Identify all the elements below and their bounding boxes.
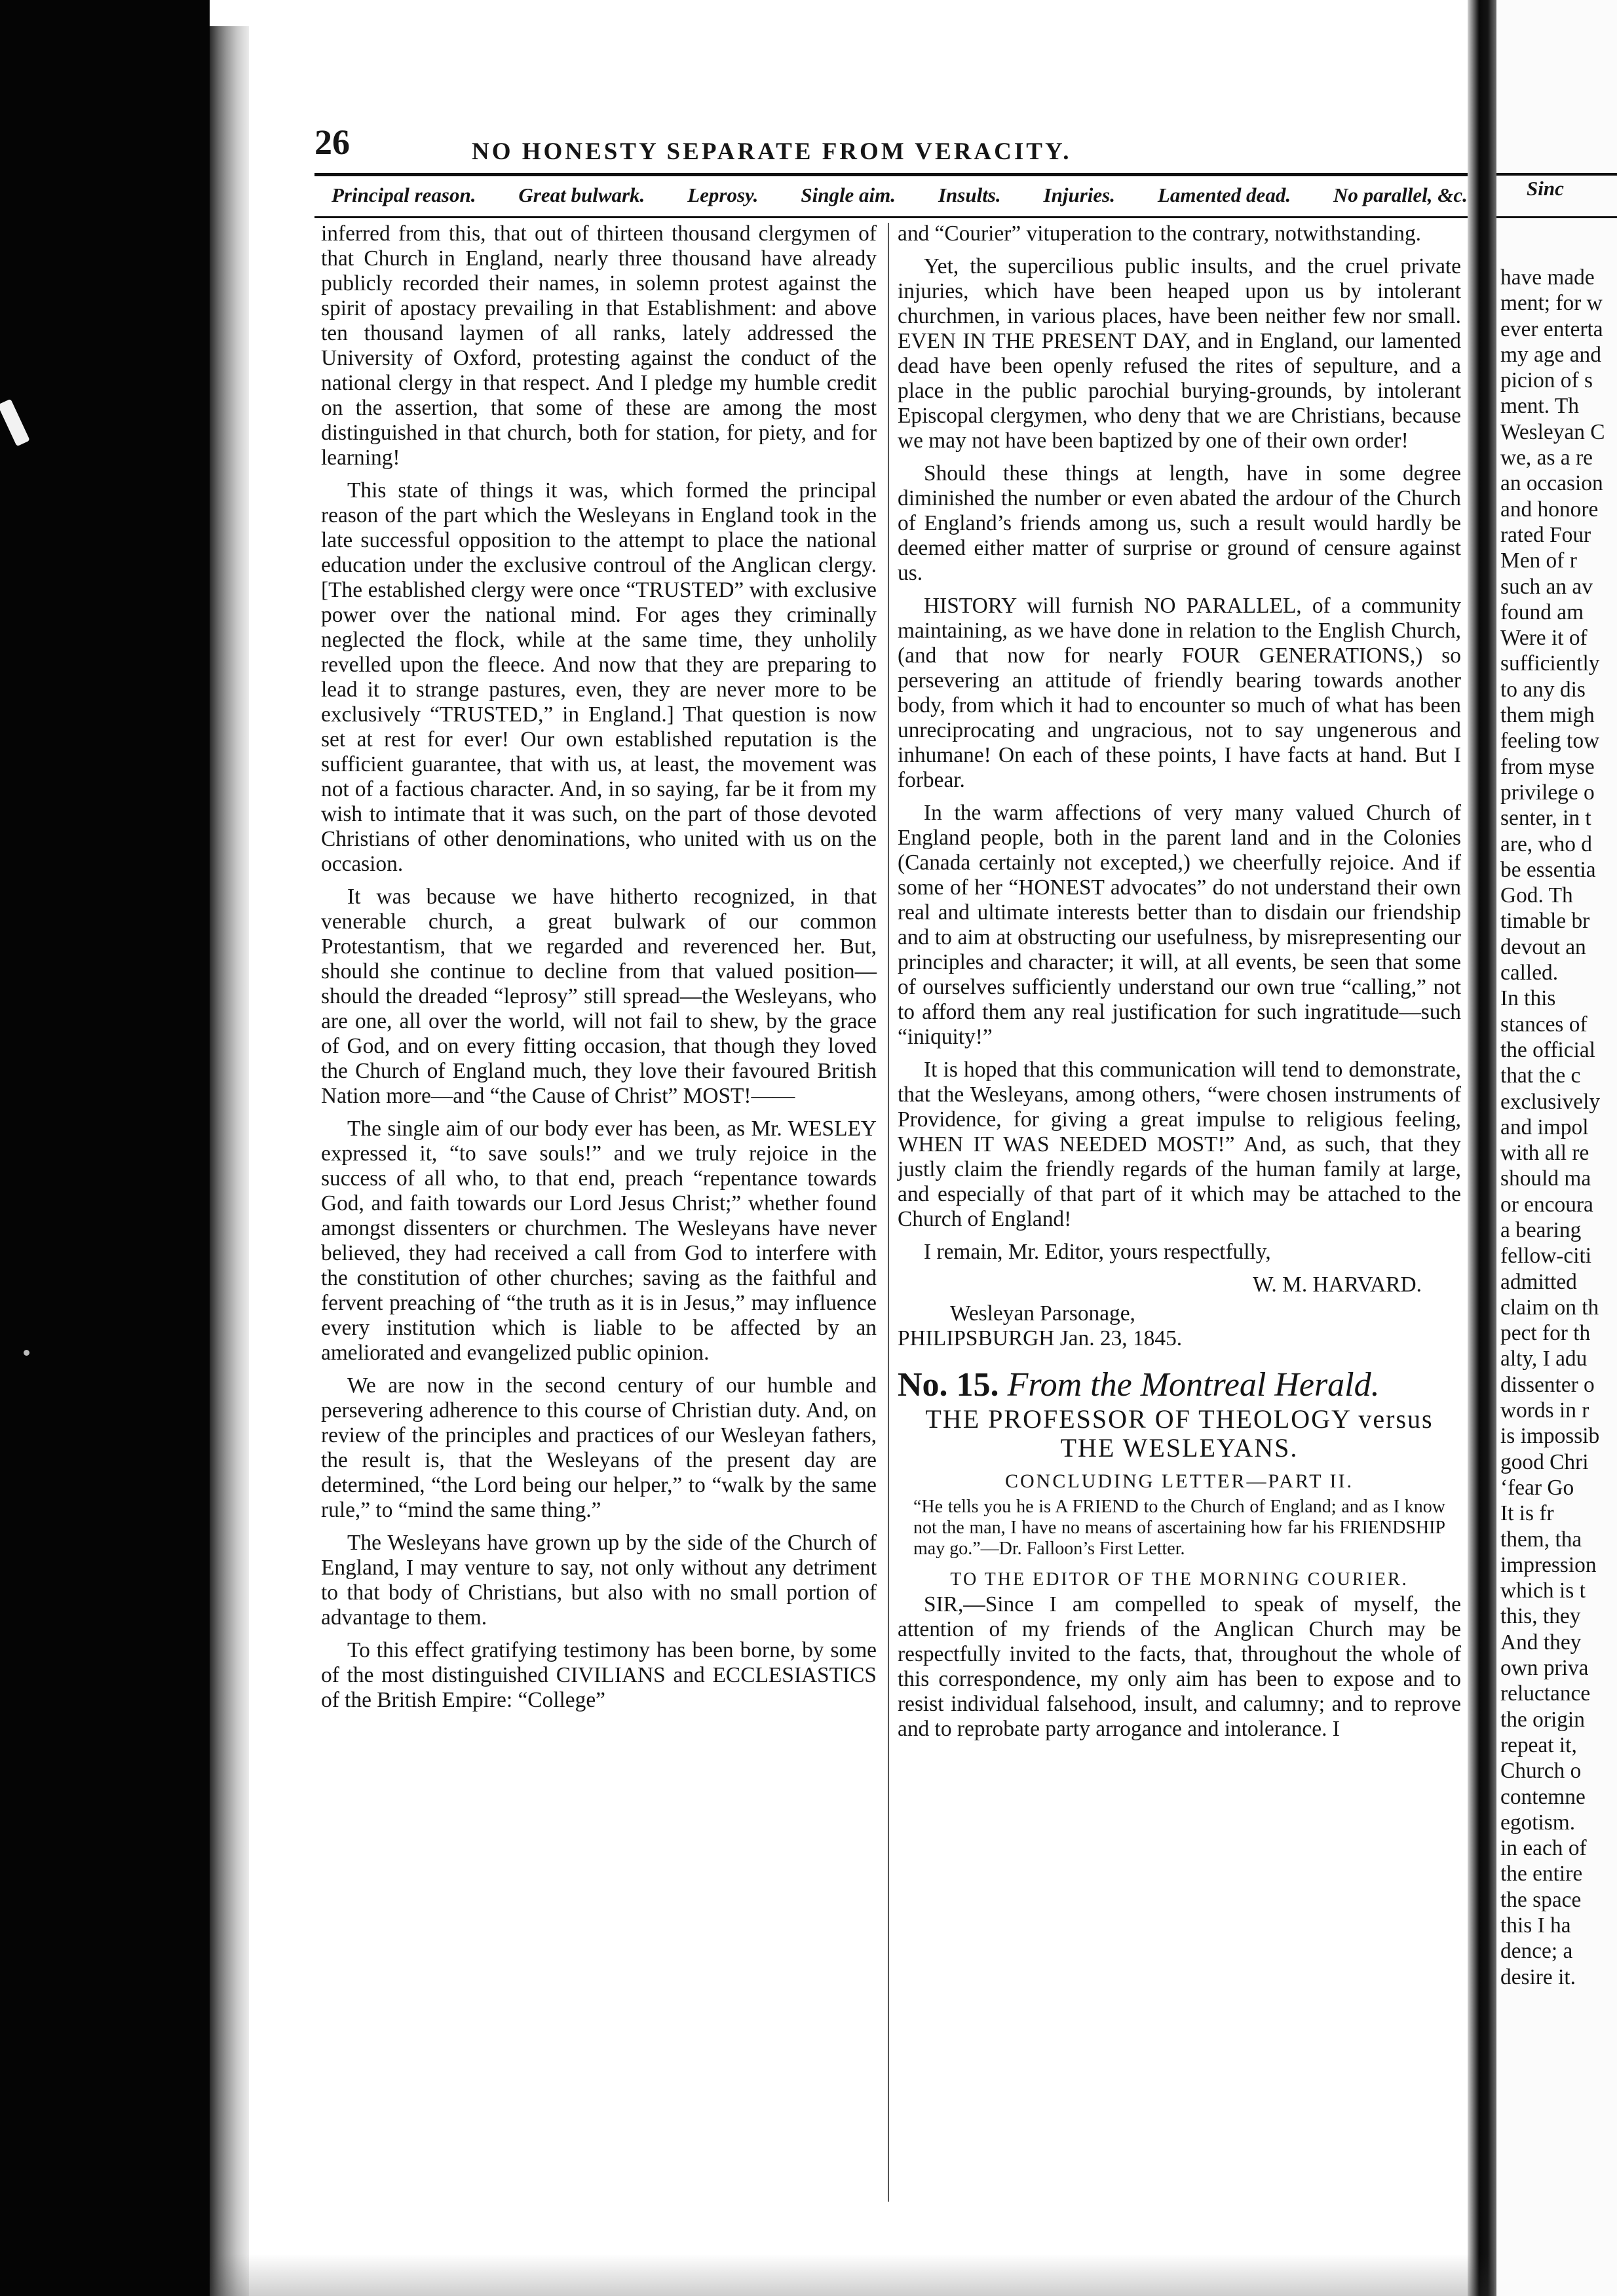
page-shadow bbox=[210, 2254, 1494, 2296]
next-page-line: sufficiently bbox=[1500, 651, 1600, 676]
paragraph: In the warm affections of very many valued Church of England people, both in the parent land and in the Colonies (Canada certainly not excepted,) we cheerfully rejoice. And if some of her “HONEST advocates” do not understand their own real and ultimate interests better than to disdain our friendship and to aim at obstructing our usefulness, by misrepresenting our principles and character; it will, at all events, be seen that some of ourselves sufficiently understand our own true “calling,” not to afford them any real justification for such ingratitude—such “iniquity!” bbox=[898, 801, 1461, 1049]
next-page-line: claim on th bbox=[1500, 1295, 1599, 1320]
topic-item: Injuries. bbox=[1043, 183, 1115, 206]
next-page-line: from myse bbox=[1500, 754, 1595, 779]
next-page-line: the entire bbox=[1500, 1862, 1583, 1886]
next-page-line: the origin bbox=[1500, 1707, 1585, 1732]
next-page-line: are, who d bbox=[1500, 832, 1593, 856]
section-number: No. 15. bbox=[898, 1366, 999, 1404]
paragraph: Yet, the supercilious public insults, and the cruel private injuries, which have been heaped upon us by intolerant churchmen, in various places, have been neither few nor small. EVEN IN THE PRESENT DAY, and in England, our lamented dead have been openly refused the rites of sepulture, and a place in the public parochial burying-grounds, by intolerant Episcopal clergymen, who deny that we are Christians, because we may not have been baptized by one of their own order! bbox=[898, 254, 1461, 453]
next-page-line: rated Four bbox=[1500, 522, 1591, 547]
next-page-line: Wesleyan C bbox=[1500, 419, 1605, 444]
next-page-line: and impol bbox=[1500, 1115, 1589, 1139]
next-page-line: alty, I adu bbox=[1500, 1347, 1588, 1371]
paragraph: This state of things it was, which formed the principal reason of the part which the Wesleyans in England took in the late successful opposition to the attempt to place the national education under the exclusive controul of the Anglican clergy. [The established clergy were once “TRUSTED” with exclusive power over the national mind. For ages they criminally neglected the flock, while at the same time, they unholily revelled upon the fleece. And now that they are preparing to lead it to strange pastures, even, they are never more to be exclusively “TRUSTED,” in England.] That question is now set at rest for ever! Our own established reputation is the sufficient guarantee, that with us, at least, the movement was not of a factious character. And, in so saying, far be it from my wish to intimate that it was such, on the part of those devoted Christians of other denominations, who united with us on the occasion. bbox=[321, 478, 877, 876]
section-source: From the Montreal Herald. bbox=[1007, 1366, 1380, 1404]
next-page-line: God. Th bbox=[1500, 883, 1573, 908]
next-page-line: the space bbox=[1500, 1887, 1582, 1912]
paragraph: The Wesleyans have grown up by the side of the Church of England, I may venture to say, not only without any detriment to that body of Christians, but also with no small portion of advantage to them. bbox=[321, 1531, 877, 1630]
next-page-line: an occasion bbox=[1500, 471, 1603, 496]
next-page-line: senter, in t bbox=[1500, 806, 1591, 831]
next-page-line: the official bbox=[1500, 1037, 1595, 1062]
topic-item: Lamented dead. bbox=[1157, 183, 1291, 206]
next-page-line: them, tha bbox=[1500, 1527, 1582, 1552]
next-page-line: exclusively bbox=[1500, 1089, 1601, 1114]
next-page-line: or encoura bbox=[1500, 1192, 1593, 1217]
next-page-line: a bearing bbox=[1500, 1217, 1582, 1242]
next-page-line: desire it. bbox=[1500, 1964, 1576, 1989]
next-page-line: is impossib bbox=[1500, 1424, 1600, 1449]
next-page-line: ever enterta bbox=[1500, 316, 1603, 341]
section-heading bbox=[898, 1366, 1461, 1405]
paragraph: To this effect gratifying testimony has been borne, by some of the most distinguished CIVILIANS and ECCLESIASTICS of the British Empire: “College” bbox=[321, 1638, 877, 1712]
running-head bbox=[314, 122, 1468, 174]
next-page-line: In this bbox=[1500, 986, 1556, 1011]
next-page-line: have made bbox=[1500, 265, 1595, 290]
page-number: 26 bbox=[314, 123, 350, 162]
next-page-line: found am bbox=[1500, 600, 1584, 624]
next-page-line: timable br bbox=[1500, 909, 1590, 934]
next-page-line: to any dis bbox=[1500, 677, 1586, 702]
dateline bbox=[898, 1301, 1461, 1351]
next-page-line: this, they bbox=[1500, 1604, 1581, 1629]
paragraph: inferred from this, that out of thirteen thousand clergymen of that Church in England, nearly three thousand have already publicly recorded their names, in solemn protest against the spirit of apostacy prevailing in that Establishment: and above ten thousand laymen of all ranks, lately addressed the University of Oxford, protesting against the conduct of the national clergy in that respect. And I pledge my humble credit on the assertion, that some of these are among the most distinguished in that church, both for station, for piety, and for learning! bbox=[321, 221, 877, 470]
paragraph: It is hoped that this communication will tend to demonstrate, that the Wesleyans, among others, “were chosen instruments of Providence, for giving a great impulse to religious feeling, WHEN IT WAS NEEDED MOST!” And, as such, that they justly claim the friendly regards of the human family at large, and especially of that part of it which may be attached to the Church of England! bbox=[898, 1058, 1461, 1231]
next-page-line: Men of r bbox=[1500, 548, 1577, 573]
article-title: THE PROFESSOR OF THEOLOGY versus THE WESLEYANS. bbox=[925, 1404, 1434, 1463]
topic-item: Single aim. bbox=[801, 183, 896, 206]
paragraph: Should these things at length, have in some degree diminished the number or even abated the ardour of the Church of England’s friends among us, such a result would hardly be deemed either matter of surprise or ground of censure against us. bbox=[898, 461, 1461, 585]
next-topic: Sinc bbox=[1527, 177, 1564, 200]
column-divider bbox=[888, 223, 889, 2202]
next-page-line: feeling tow bbox=[1500, 729, 1600, 754]
next-page-line: such an av bbox=[1500, 574, 1593, 599]
next-page-line: Were it of bbox=[1500, 626, 1588, 651]
next-page-line: And they bbox=[1500, 1630, 1582, 1655]
next-page-line: we, as a re bbox=[1500, 446, 1593, 470]
next-page-line: repeat it, bbox=[1500, 1732, 1577, 1757]
dateline-date: PHILIPSBURGH Jan. 23, 1845. bbox=[898, 1326, 1183, 1350]
book-page bbox=[249, 0, 1468, 2296]
next-page-line: privilege o bbox=[1500, 780, 1595, 805]
next-page-line: own priva bbox=[1500, 1656, 1589, 1681]
next-page-line: impression bbox=[1500, 1552, 1597, 1577]
next-page-line: words in r bbox=[1500, 1398, 1589, 1423]
scan-dark-margin bbox=[0, 0, 210, 2296]
right-column bbox=[898, 221, 1461, 1742]
next-page-line: pect for th bbox=[1500, 1321, 1591, 1346]
next-page-fragment bbox=[1496, 0, 1617, 2296]
topic-item: Great bulwark. bbox=[518, 183, 645, 206]
next-page-line: good Chri bbox=[1500, 1449, 1589, 1474]
next-page-line: and honore bbox=[1500, 497, 1599, 522]
next-header-rule-bottom bbox=[1496, 216, 1617, 218]
topic-item: Leprosy. bbox=[687, 183, 759, 206]
next-page-line: called. bbox=[1500, 961, 1559, 985]
next-page-line: that the c bbox=[1500, 1063, 1581, 1088]
header-rule-bottom bbox=[314, 216, 1468, 218]
next-page-lines bbox=[1500, 265, 1605, 1990]
dateline-place: Wesleyan Parsonage, bbox=[950, 1301, 1135, 1326]
next-header-rule bbox=[1496, 173, 1617, 176]
next-page-line: reluctance bbox=[1500, 1681, 1591, 1706]
article-subtitle: CONCLUDING LETTER—PART II. bbox=[1004, 1470, 1354, 1492]
next-page-line: be essentia bbox=[1500, 857, 1596, 882]
paragraph: HISTORY will furnish NO PARALLEL, of a community maintaining, as we have done in relation to the English Church, (and that now for nearly FOUR GENERATIONS,) so persevering an attitude of friendly bearing towards another body, from which it had to encounter so much of what has been unreciprocating and ungracious, not to say ungenerous and inhumane! On each of these points, I have facts at hand. But I forbear. bbox=[898, 594, 1461, 792]
next-page-line: ment; for w bbox=[1500, 291, 1603, 316]
next-page-line: ment. Th bbox=[1500, 394, 1579, 419]
page-edge-shadow bbox=[210, 26, 249, 2296]
clip-mark bbox=[0, 399, 30, 447]
next-page-line: should ma bbox=[1500, 1166, 1591, 1191]
paragraph: SIR,—Since I am compelled to speak of myself, the attention of my friends of the Anglican Church may be respectfully invited to the facts, that, throughout the whole of this correspondence, my only aim has been to expose and to resist individual falsehood, insult, and calumny; and to reprove and to reprobate party arrogance and intolerance. I bbox=[898, 1592, 1461, 1741]
next-page-line: It is fr bbox=[1500, 1501, 1554, 1526]
paragraph: The single aim of our body ever has been, as Mr. WESLEY expressed it, “to save souls!” and we truly rejoice in the success of all who, to that end, preach “repentance towards God, and faith towards our Lord Jesus Christ;” whether found amongst dissenters or churchmen. The Wesleyans have never believed, they had received a call from God to interfere with the constitution of other churches; saving as the faithful and fervent preaching of “the truth as it is in Jesus,” may influence every institution which is liable to be affected by an ameliorated and evangelized public opinion. bbox=[321, 1117, 877, 1365]
scan-speck bbox=[24, 1350, 29, 1356]
next-page-line: admitted bbox=[1500, 1269, 1577, 1294]
running-title: NO HONESTY SEPARATE FROM VERACITY. bbox=[472, 138, 1072, 165]
epigraph: “He tells you he is A FRIEND to the Church of England; and as I know not the man, I have no means of ascertaining how far his FRIENDSHIP may go.”—Dr. Falloon’s First Letter. bbox=[913, 1497, 1445, 1559]
addressee: TO THE EDITOR OF THE MORNING COURIER. bbox=[950, 1569, 1409, 1590]
next-page-line: with all re bbox=[1500, 1141, 1589, 1166]
paragraph: It was because we have hitherto recognized, in that venerable church, a great bulwark of our common Protestantism, that we regarded and reverenced her. But, should she continue to decline from that valued position—should the dreaded “leprosy” still spread—the Wesleyans, who are one, all over the world, will not fail to shew, by the grace of God, and on every fitting occasion, that though they loved the Church of England much, they love their favoured British Nation more—and “the Cause of Christ” MOST!—— bbox=[321, 885, 877, 1108]
next-page-line: fellow-citi bbox=[1500, 1244, 1592, 1269]
next-page-line: which is t bbox=[1500, 1578, 1586, 1603]
next-page-line: this I ha bbox=[1500, 1913, 1571, 1938]
next-page-line: in each of bbox=[1500, 1836, 1587, 1861]
next-page-line: ‘fear Go bbox=[1500, 1475, 1574, 1500]
next-page-line: my age and bbox=[1500, 342, 1601, 367]
book-gutter bbox=[1468, 0, 1496, 2296]
topic-index bbox=[332, 174, 1468, 216]
next-page-line: Church o bbox=[1500, 1759, 1582, 1784]
topic-item: No parallel, &c. bbox=[1333, 183, 1468, 206]
topic-item: Principal reason. bbox=[332, 183, 476, 206]
next-page-line: stances of bbox=[1500, 1012, 1588, 1037]
signature: W. M. HARVARD. bbox=[1252, 1272, 1422, 1297]
closing-line: I remain, Mr. Editor, yours respectfully, bbox=[924, 1240, 1271, 1264]
next-page-line: picion of s bbox=[1500, 368, 1593, 393]
next-page-line: devout an bbox=[1500, 934, 1586, 959]
paragraph: and “Courier” vituperation to the contrary, notwithstanding. bbox=[898, 221, 1421, 246]
left-column bbox=[321, 221, 877, 1713]
next-page-line: dissenter o bbox=[1500, 1372, 1595, 1397]
paragraph: We are now in the second century of our humble and persevering adherence to this course of Christian duty. And, on review of the principles and practices of our Wesleyan fathers, the result is, that the Wesleyans of the present day are determined, “the Lord being our helper,” to “walk by the same rule,” to “mind the same thing.” bbox=[321, 1373, 877, 1522]
next-page-line: contemne bbox=[1500, 1784, 1586, 1809]
next-page-line: egotism. bbox=[1500, 1810, 1576, 1835]
next-page-line: dence; a bbox=[1500, 1939, 1573, 1964]
next-page-line: them migh bbox=[1500, 703, 1595, 728]
topic-item: Insults. bbox=[938, 183, 1001, 206]
